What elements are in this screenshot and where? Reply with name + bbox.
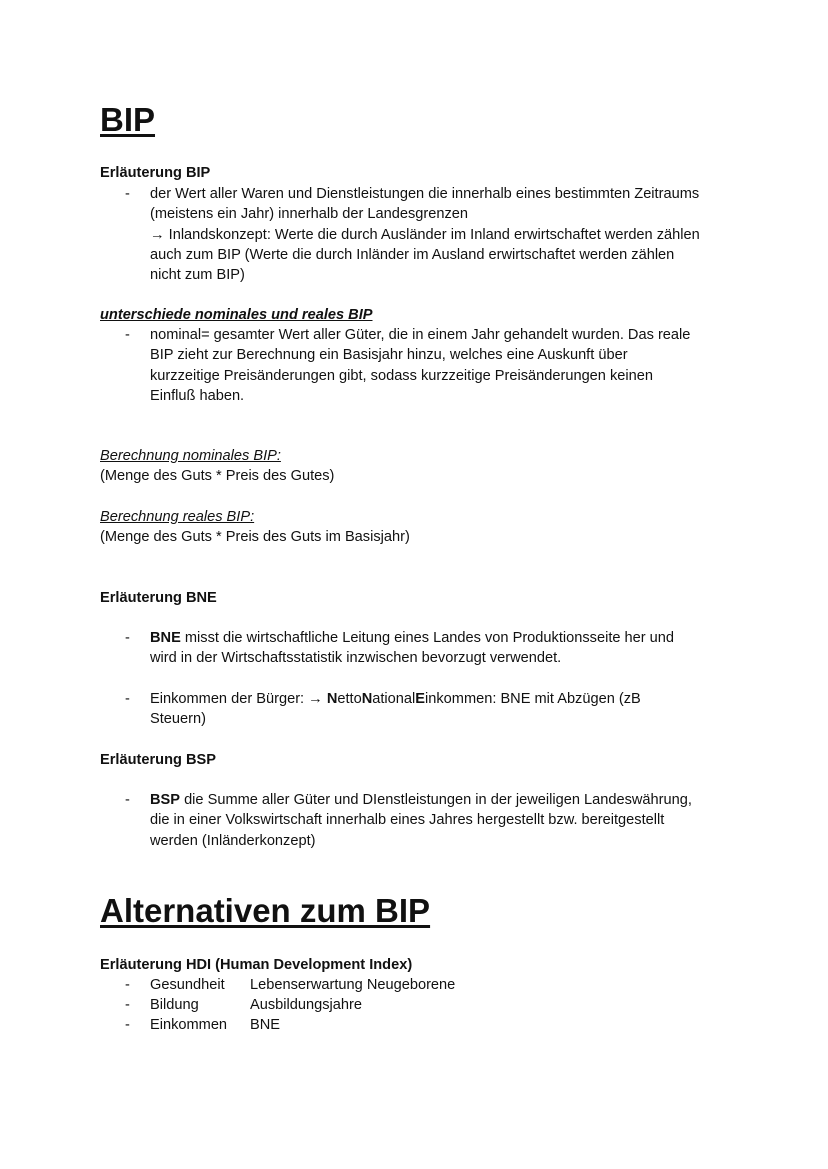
text-line: BIP zieht zur Berechnung ein Basisjahr hinzu, welches eine Auskunft über xyxy=(150,347,628,364)
bullet-dash: - xyxy=(125,792,130,808)
paragraph-bne-item1 xyxy=(150,628,740,669)
bold-letter: E xyxy=(415,691,426,707)
bold-term: BNE xyxy=(150,630,181,646)
paragraph-unterschiede xyxy=(150,325,740,406)
bold-term: BSP xyxy=(150,792,181,808)
bullet-dash: - xyxy=(125,630,130,646)
text-line: kurzzeitige Preisänderungen gibt, sodass kurzzeitige Preisänderungen keinen xyxy=(150,367,653,384)
text-run: die Summe aller Güter und DIenstleistungen in der jeweiligen Landeswährung, xyxy=(180,792,692,808)
text-line: (meistens ein Jahr) innerhalb der Landesgrenzen xyxy=(150,206,469,223)
text-line: der Wert aller Waren und Dienstleistungen die innerhalb eines bestimmten Zeitraums xyxy=(150,186,700,202)
paragraph-bne-item2 xyxy=(150,689,740,730)
title-bip: BIP xyxy=(100,101,156,138)
bullet-dash: - xyxy=(125,997,130,1013)
text-line: → Inlandskonzept: Werte die durch Ausländer im Inland erwirtschaftet werden zählen xyxy=(150,226,700,243)
bullet-dash: - xyxy=(125,977,130,993)
text-run: etto xyxy=(337,691,362,707)
text-line: die in einer Volkswirtschaft innerhalb eines Jahres hergestellt bzw. bereitgestellt xyxy=(150,812,665,829)
text-line xyxy=(150,689,740,709)
bullet-dash: - xyxy=(125,691,130,707)
title-alternativen: Alternativen zum BIP xyxy=(100,892,431,929)
text-line xyxy=(150,628,740,648)
hdi-dimension-label: Gesundheit xyxy=(150,977,225,993)
hdi-row-gesundheit-value: Lebenserwartung Neugeborene xyxy=(250,977,456,993)
formula-real: (Menge des Guts * Preis des Guts im Basisjahr) xyxy=(100,529,410,545)
hdi-row-bildung xyxy=(150,995,199,1015)
hdi-row-einkommen-value: BNE xyxy=(250,1017,281,1033)
heading-berechnung-nominal: Berechnung nominales BIP: xyxy=(100,448,281,464)
heading-erlaeuterung-bne: Erläuterung BNE xyxy=(100,590,217,606)
heading-erlaeuterung-bip: Erläuterung BIP xyxy=(100,165,211,181)
text-run: Einkommen der Bürger: → xyxy=(150,691,327,707)
heading-unterschiede: unterschiede nominales und reales BIP xyxy=(100,307,373,323)
text-run: misst die wirtschaftliche Leitung eines Landes von Produktionsseite her und xyxy=(180,630,675,646)
text-line: Steuern) xyxy=(150,711,206,728)
text-run: ational xyxy=(372,691,416,707)
heading-erlaeuterung-hdi: Erläuterung HDI (Human Development Index) xyxy=(100,957,413,973)
hdi-row-einkommen xyxy=(150,1015,227,1035)
text-line: nominal= gesamter Wert aller Güter, die in einem Jahr gehandelt wurden. Das reale xyxy=(150,327,691,343)
text-line: nicht zum BIP) xyxy=(150,267,245,284)
hdi-dimension-label: Einkommen xyxy=(150,1017,228,1033)
hdi-dimension-label: Bildung xyxy=(150,997,199,1013)
heading-erlaeuterung-bsp: Erläuterung BSP xyxy=(100,752,216,768)
text-line xyxy=(150,790,740,810)
text-line: wird in der Wirtschaftsstatistik inzwischen bevorzugt verwendet. xyxy=(150,650,562,667)
formula-nominal: (Menge des Guts * Preis des Gutes) xyxy=(100,468,335,484)
paragraph-bip-definition xyxy=(150,184,740,285)
text-run: inkommen: BNE mit Abzügen (zB xyxy=(425,691,641,707)
bold-letter: N xyxy=(326,691,338,707)
text-line: auch zum BIP (Werte die durch Inländer im Ausland erwirtschaftet werden zählen xyxy=(150,246,675,263)
text-line: Einfluß haben. xyxy=(150,387,245,404)
bold-letter: N xyxy=(361,691,373,707)
bullet-dash: - xyxy=(125,186,130,202)
hdi-row-gesundheit xyxy=(150,975,225,995)
bullet-dash: - xyxy=(125,1017,130,1033)
bullet-dash: - xyxy=(125,327,130,343)
paragraph-bsp xyxy=(150,790,740,851)
heading-berechnung-real: Berechnung reales BIP: xyxy=(100,509,255,525)
hdi-row-bildung-value: Ausbildungsjahre xyxy=(250,997,362,1013)
text-line: werden (Inländerkonzept) xyxy=(150,832,316,849)
